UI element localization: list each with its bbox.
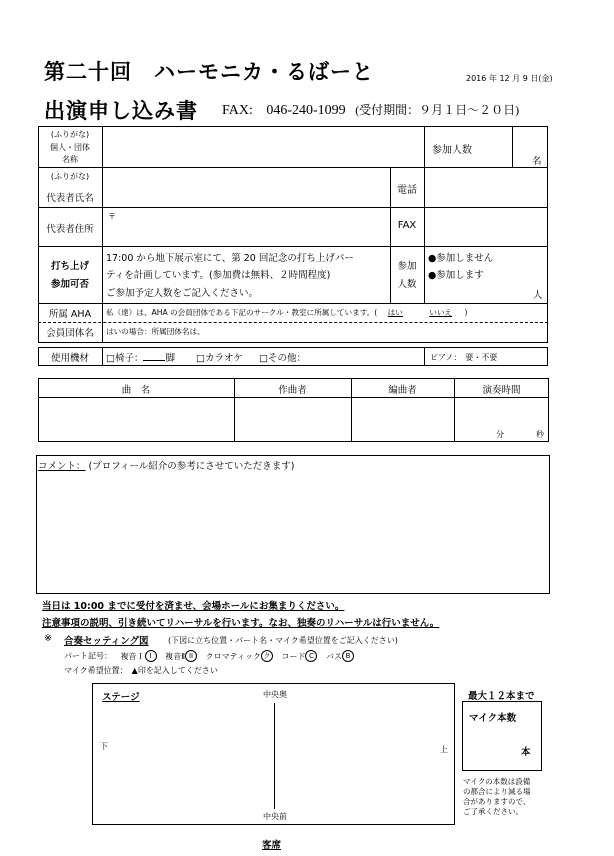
- comment-header: [38, 458, 295, 472]
- part-bass: [326, 652, 354, 661]
- equip-legs-unit: 脚: [165, 353, 175, 364]
- mic-count-unit: 本: [521, 747, 531, 758]
- party-text-3: ご参加予定人数をご記入ください。: [106, 288, 259, 299]
- duration-header: 演奏時間: [482, 385, 521, 396]
- aha-no-option[interactable]: いいえ: [429, 308, 453, 317]
- max-mics-note: 最大１２本まで: [468, 691, 535, 702]
- composer-field[interactable]: [236, 399, 349, 440]
- arranger-field[interactable]: [353, 399, 452, 440]
- aha-yes-option[interactable]: はい: [387, 308, 403, 317]
- page-title-line2: 出演申し込み書: [44, 99, 198, 123]
- arranger-header: 編曲者: [388, 385, 417, 396]
- stage-center-line: [274, 703, 275, 809]
- part-symbols-label: パート記号：: [64, 651, 112, 661]
- equip-chair-checkbox[interactable]: [106, 350, 175, 364]
- party-text-2: ティを計画しています。(参加費は無料、２時間程度): [106, 270, 331, 281]
- document-date: 2016 年 12 月 9 日(金): [466, 74, 553, 83]
- part-fukuon-2-symbol: II: [185, 650, 197, 662]
- aha-close-paren: ): [464, 308, 468, 317]
- fax-label: FAX:: [222, 103, 253, 118]
- rep-address-field[interactable]: [104, 209, 388, 244]
- seconds-unit: 秒: [536, 430, 544, 439]
- center-front-label: 中央前: [263, 812, 287, 821]
- furigana-label: (ふりがな): [50, 130, 90, 139]
- mic-note-line-4: ご了承ください。: [463, 807, 523, 816]
- stage-label: ステージ: [102, 692, 140, 703]
- deadline: (受付期間：９月１日～２０日): [355, 103, 520, 117]
- stage-left-label: 下: [100, 742, 108, 751]
- option-not-attending[interactable]: ●参加しません: [428, 253, 494, 264]
- fax-number: 046-240-1099: [266, 103, 346, 118]
- mic-count-label: マイク本数: [469, 713, 517, 724]
- part-fukuon-1-symbol: I: [145, 650, 157, 662]
- fax-line: [222, 101, 519, 119]
- note-line-1: 当日は 10:00 までに受付を済ませ、会場ホールにお集まりください。: [42, 601, 345, 612]
- rep-address-label: 代表者住所: [46, 224, 94, 235]
- attend-label-2: 人数: [397, 279, 417, 290]
- piano-option[interactable]: ピアノ： 要・不要: [430, 353, 498, 362]
- song-title-field[interactable]: [40, 399, 232, 440]
- aha-membership-line: [106, 307, 467, 318]
- part-symbols-line: [64, 650, 354, 662]
- rep-name-label: 代表者氏名: [46, 193, 94, 204]
- part-fukuon-2: [165, 652, 197, 661]
- fax-field[interactable]: [426, 209, 546, 244]
- group-name-field[interactable]: [104, 128, 422, 165]
- party-label-2: 参加可否: [50, 279, 89, 290]
- aha-text: 私（達）は、AHA の会員団体である下記のサークル・教室に所属しています。(: [106, 308, 378, 317]
- aha-label-2: 会員団体名: [46, 328, 94, 339]
- participants-label: 参加人数: [432, 145, 472, 156]
- furigana-label-2: (ふりがな): [50, 172, 90, 181]
- fax-field-label: FAX: [397, 220, 417, 231]
- part-chromatic-label: クロマティック: [205, 651, 261, 661]
- attend-unit: 人: [533, 290, 543, 301]
- part-bass-symbol: B: [342, 650, 354, 662]
- equip-karaoke-checkbox[interactable]: □カラオケ: [196, 353, 243, 364]
- party-text-1: 17:00 から地下展示室にて、第 20 回記念の打ち上げパー: [106, 253, 354, 264]
- mic-note-line-3: 合がありますので、: [463, 797, 531, 806]
- equipment-label: 使用機材: [50, 353, 89, 364]
- setting-description: (下図に立ち位置・パート名・マイク希望位置をご記入ください): [168, 636, 398, 645]
- phone-field[interactable]: [426, 169, 546, 205]
- composer-header: 作曲者: [278, 385, 307, 396]
- comment-label: コメント：: [38, 461, 86, 472]
- part-chord: [281, 652, 317, 661]
- rep-name-field[interactable]: [104, 169, 388, 205]
- audience-label: 客席: [262, 840, 282, 851]
- stage-right-label: 上: [440, 745, 448, 754]
- comment-hint: (プロフィール紹介の参考にさせていただきます): [88, 461, 295, 472]
- note-line-2: 注意事項の説明、引き続いてリハーサルを行います。なお、独奏のリハーサルは行いません。: [42, 618, 440, 629]
- setting-mark: ※: [44, 633, 52, 644]
- mic-note-line-1: マイクの本数は設備: [463, 777, 531, 786]
- center-back-label: 中央奥: [263, 690, 287, 699]
- part-chromatic: [206, 652, 273, 661]
- aha-label-1: 所属 AHA: [48, 309, 92, 320]
- part-fukuon-2-label: 複音Ⅱ: [165, 651, 186, 661]
- minutes-unit: 分: [496, 430, 504, 439]
- part-fukuon-1: [121, 652, 157, 661]
- part-chromatic-symbol: ク: [261, 650, 273, 662]
- part-chord-label: コード: [281, 651, 306, 661]
- song-title-header: 曲 名: [121, 385, 151, 396]
- equip-chair-label: □椅子：: [106, 353, 144, 364]
- page-title-line1: 第二十回 ハーモニカ・るばーと: [44, 60, 374, 84]
- part-fukuon-1-label: 複音Ｉ: [120, 651, 145, 661]
- part-chord-symbol: C: [305, 650, 317, 662]
- mic-note-line-2: の都合により減る場: [463, 787, 531, 796]
- postal-mark: 〒: [108, 212, 116, 221]
- participants-unit: 名: [532, 156, 542, 167]
- part-bass-label: バス: [326, 651, 343, 661]
- aha-group-name-label: はいの場合：所属団体名は、: [106, 327, 205, 336]
- setting-title: 合奏セッティング図: [64, 636, 149, 647]
- party-label-1: 打ち上げ: [50, 261, 89, 272]
- name-label-2: 名称: [62, 155, 78, 164]
- option-attending[interactable]: ●参加します: [428, 270, 484, 281]
- phone-label: 電話: [397, 185, 417, 196]
- name-label-1: 個人・団体: [50, 143, 90, 152]
- comment-box[interactable]: [36, 455, 550, 594]
- mic-position-instruction: マイク希望位置： ▲印を記入してください: [64, 666, 218, 675]
- equip-other-checkbox[interactable]: □その他：: [259, 353, 306, 364]
- attend-label-1: 参加: [397, 261, 417, 272]
- mic-note: [463, 777, 531, 817]
